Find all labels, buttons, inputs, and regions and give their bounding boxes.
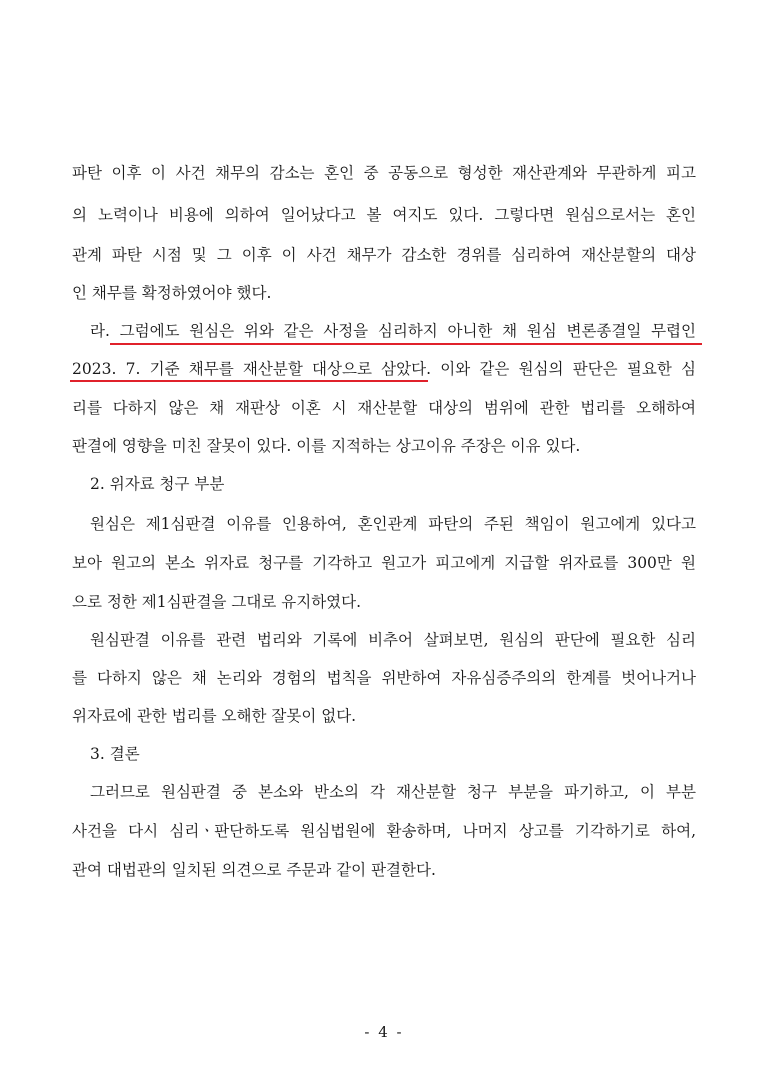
paragraph-1-line-4: 인 채무를 확정하였어야 했다. [72, 284, 272, 302]
paragraph-5-line-3: 관여 대법관의 일치된 의견으로 주문과 같이 판결한다. [72, 861, 436, 879]
paragraph-5-line-1: 그러므로 원심판결 중 본소와 반소의 각 재산분할 청구 부분을 파기하고, 이 부분 [90, 783, 696, 801]
paragraph-1-line-2: 의 노력이나 비용에 의하여 일어났다고 볼 여지도 있다. 그렇다면 원심으로서는 혼인 [72, 206, 696, 224]
paragraph-1-line-3: 관계 파탄 시점 및 그 이후 이 사건 채무가 감소한 경위를 심리하여 재산분할의 대상 [72, 246, 696, 264]
paragraph-2-line-1: 라. 그럼에도 원심은 위와 같은 사정을 심리하지 아니한 채 원심 변론종결일 무렵인 [90, 322, 696, 340]
red-underline-1 [110, 343, 702, 345]
paragraph-4-line-3: 위자료에 관한 법리를 오해한 잘못이 없다. [72, 707, 357, 725]
paragraph-2-line-3: 리를 다하지 않은 채 재판상 이혼 시 재산분할 대상의 범위에 관한 법리를 오해하여 [72, 399, 696, 417]
paragraph-3-line-2: 보아 원고의 본소 위자료 청구를 기각하고 원고가 피고에게 지급할 위자료를 300만 원 [72, 554, 696, 572]
paragraph-3-line-3: 으로 정한 제1심판결을 그대로 유지하였다. [72, 593, 362, 611]
paragraph-5-line-2: 사건을 다시 심리ㆍ판단하도록 원심법원에 환송하며, 나머지 상고를 기각하기로 하여, [72, 822, 696, 840]
paragraph-4-line-2: 를 다하지 않은 채 논리와 경험의 법칙을 위반하여 자유심증주의의 한계를 벗어나거나 [72, 669, 696, 687]
paragraph-2-line-4: 판결에 영향을 미친 잘못이 있다. 이를 지적하는 상고이유 주장은 이유 있다. [72, 437, 581, 455]
paragraph-1-line-1: 파탄 이후 이 사건 채무의 감소는 혼인 중 공동으로 형성한 재산관계와 무관하게 피고 [72, 164, 696, 182]
section-heading-2: 2. 위자료 청구 부분 [90, 475, 225, 493]
page-number: - 4 - [364, 1023, 404, 1041]
red-underline-2 [70, 380, 428, 382]
section-heading-3: 3. 결론 [90, 745, 140, 763]
paragraph-4-line-1: 원심판결 이유를 관련 법리와 기록에 비추어 살펴보면, 원심의 판단에 필요한 심리 [90, 631, 696, 649]
paragraph-3-line-1: 원심은 제1심판결 이유를 인용하여, 혼인관계 파탄의 주된 책임이 원고에게 있다고 [90, 515, 696, 533]
paragraph-2-line-2: 2023. 7. 기준 채무를 재산분할 대상으로 삼았다. 이와 같은 원심의 판단은 필요한 심 [72, 360, 696, 378]
